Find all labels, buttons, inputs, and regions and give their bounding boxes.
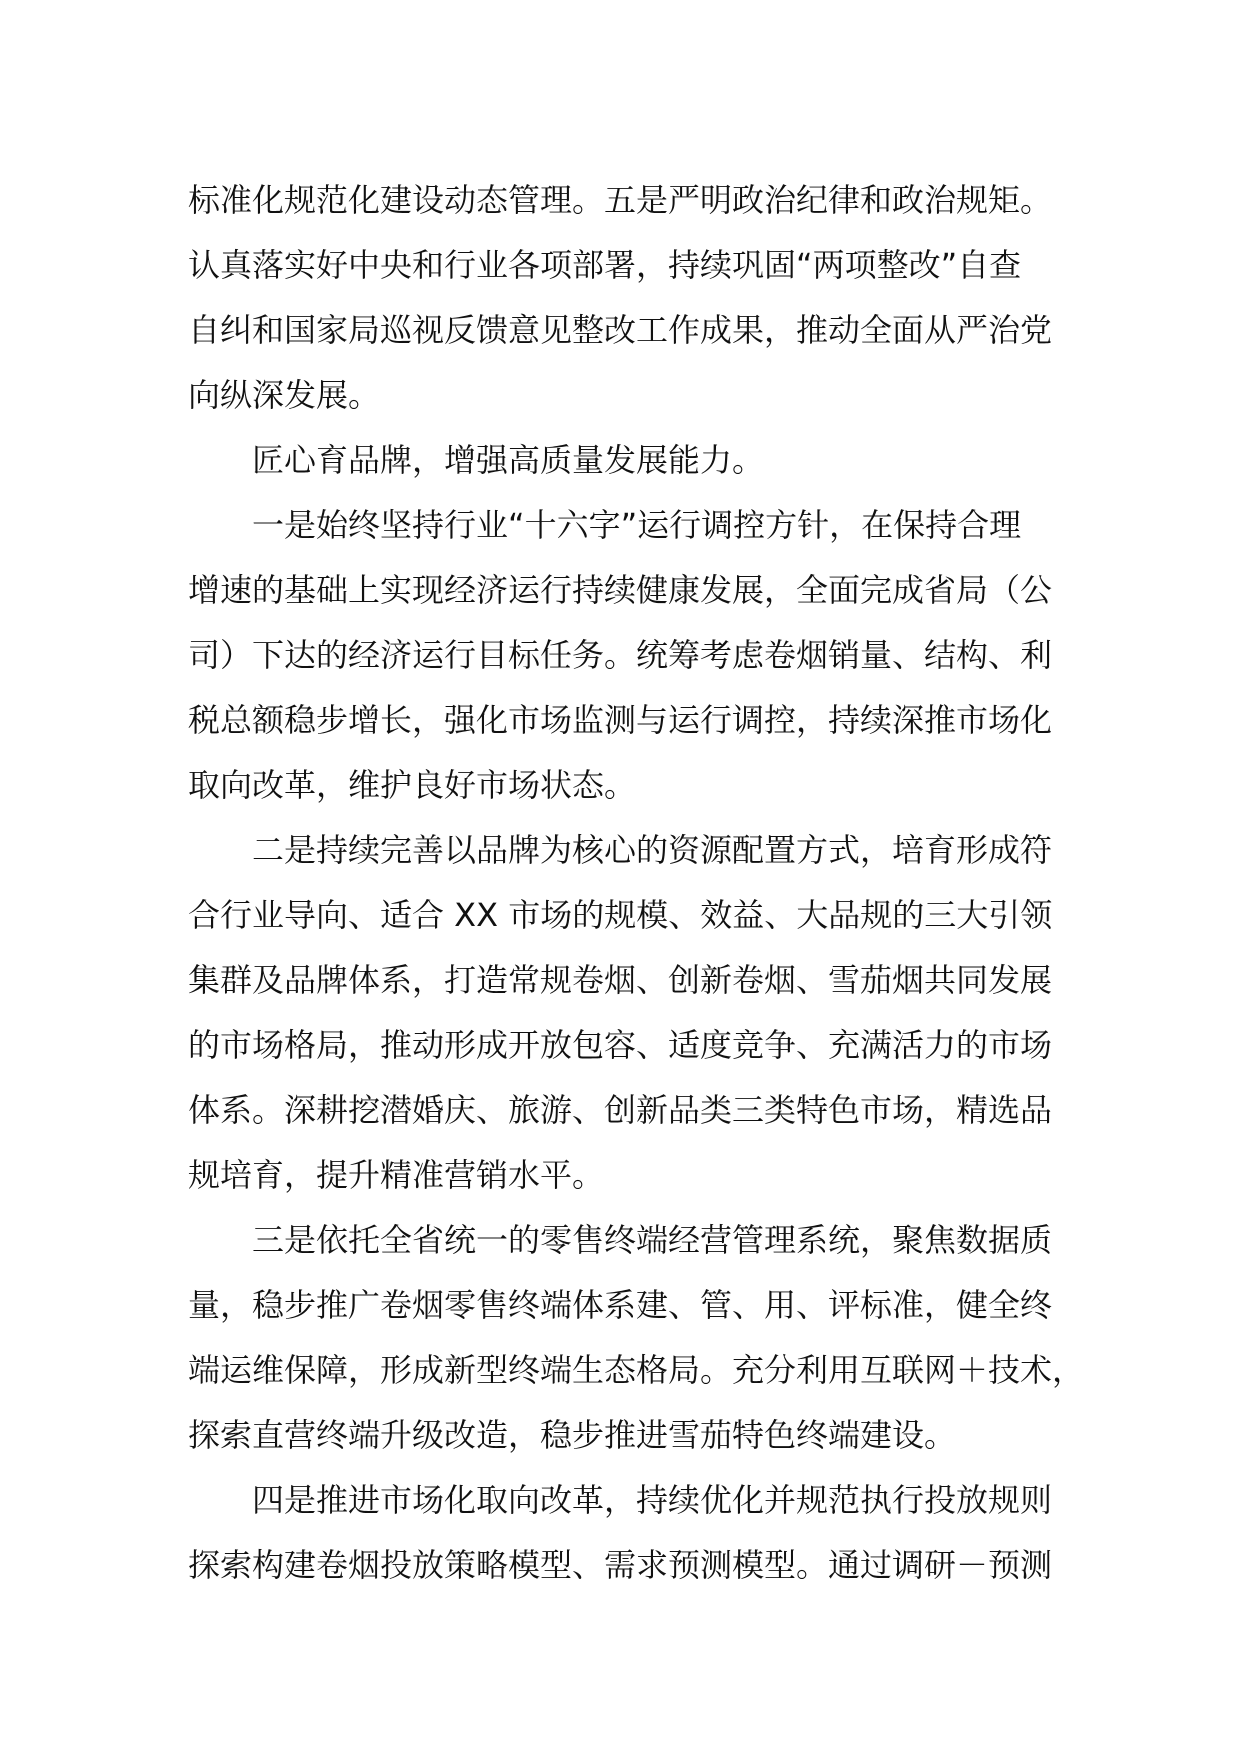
paragraph-start: 三是依托全省统一的零售终端经营管理系统，聚焦数据质: [252, 1221, 1053, 1259]
text-line: 合行业导向、适合 XX 市场的规模、效益、大品规的三大引领: [188, 896, 1053, 934]
text-line: 集群及品牌体系，打造常规卷烟、创新卷烟、雪茄烟共同发展: [188, 961, 1053, 999]
text-line: 体系。深耕挖潜婚庆、旅游、创新品类三类特色市场，精选品: [188, 1091, 1053, 1129]
section-heading: 匠心育品牌，增强高质量发展能力。: [252, 441, 765, 479]
text-line: 司）下达的经济运行目标任务。统筹考虑卷烟销量、结构、利: [188, 636, 1053, 674]
text-line: 标准化规范化建设动态管理。五是严明政治纪律和政治规矩。: [188, 181, 1053, 219]
paragraph-start: 一是始终坚持行业“十六字”运行调控方针，在保持合理: [252, 506, 1022, 544]
text-line: 增速的基础上实现经济运行持续健康发展，全面完成省局（公: [188, 571, 1053, 609]
text-line: 认真落实好中央和行业各项部署，持续巩固“两项整改”自查: [188, 246, 1022, 284]
text-line: 探索构建卷烟投放策略模型、需求预测模型。通过调研－预测: [188, 1546, 1053, 1584]
text-line: 税总额稳步增长，强化市场监测与运行调控，持续深推市场化: [188, 701, 1053, 739]
document-body: [188, 168, 1088, 1598]
text-line: 量，稳步推广卷烟零售终端体系建、管、用、评标准，健全终: [188, 1286, 1053, 1324]
text-line: 的市场格局，推动形成开放包容、适度竞争、充满活力的市场: [188, 1026, 1053, 1064]
text-line: 自纠和国家局巡视反馈意见整改工作成果，推动全面从严治党: [188, 311, 1053, 349]
paragraph-start: 四是推进市场化取向改革，持续优化并规范执行投放规则: [252, 1481, 1053, 1519]
text-line: 规培育，提升精准营销水平。: [188, 1156, 605, 1194]
text-line: 探索直营终端升级改造，稳步推进雪茄特色终端建设。: [188, 1416, 957, 1454]
text-line: 端运维保障，形成新型终端生态格局。充分利用互联网＋技术，: [188, 1351, 1085, 1389]
paragraph-start: 二是持续完善以品牌为核心的资源配置方式，培育形成符: [252, 831, 1053, 869]
text-line: 取向改革，维护良好市场状态。: [188, 766, 637, 804]
text-line: 向纵深发展。: [188, 376, 381, 414]
